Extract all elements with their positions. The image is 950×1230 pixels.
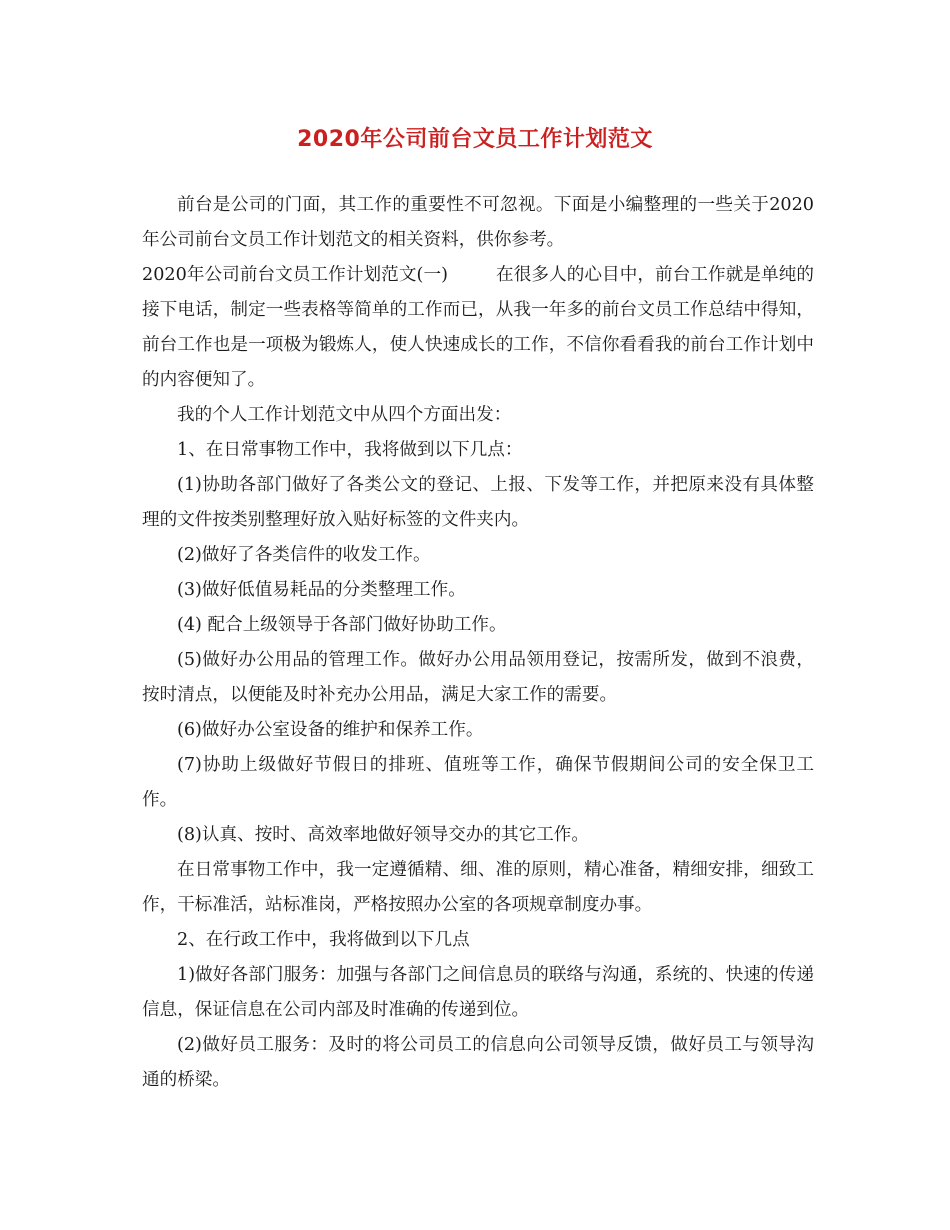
list-item-3: (3)做好低值易耗品的分类整理工作。 (177, 580, 466, 600)
intro-paragraph: 前台是公司的门面，其工作的重要性不可忽视。下面是小编整理的一些关于2020年公司前台文员工作计划范文的相关资料，供你参考。 (142, 195, 814, 250)
document-title: 2020年公司前台文员工作计划范文 (297, 127, 653, 152)
section-text: 在很多人的心目中，前台工作就是单纯的接下电话，制定一些表格等简单的工作而已，从我一年多的前台文员工作总结中得知，前台工作也是一项极为锻炼人，使人快速成长的工作，不信你看看我的前台工作计划中的内容便知了。 (142, 265, 814, 390)
list-item-4: (4) 配合上级领导于各部门做好协助工作。 (177, 615, 507, 635)
list-item-1: (1)协助各部门做好了各类公文的登记、上报、下发等工作，并把原来没有具体整理的文件按类别整理好放入贴好标签的文件夹内。 (142, 475, 814, 530)
admin-item-2: (2)做好员工服务：及时的将公司员工的信息向公司领导反馈，做好员工与领导沟通的桥梁。 (142, 1035, 814, 1090)
heading-admin-work: 2、在行政工作中，我将做到以下几点 (177, 930, 470, 950)
list-item-5: (5)做好办公用品的管理工作。做好办公用品领用登记，按需所发，做到不浪费，按时清点，以便能及时补充办公用品，满足大家工作的需要。 (142, 650, 814, 705)
admin-item-1: 1)做好各部门服务：加强与各部门之间信息员的联络与沟通，系统的、快速的传递信息，保证信息在公司内部及时准确的传递到位。 (142, 965, 814, 1020)
section-title: 2020年公司前台文员工作计划范文(一) (142, 265, 448, 285)
list-item-2: (2)做好了各类信件的收发工作。 (177, 545, 431, 565)
paragraph-aspects: 我的个人工作计划范文中从四个方面出发： (177, 405, 512, 425)
document-body (142, 188, 814, 1098)
paragraph-principles: 在日常事物工作中，我一定遵循精、细、准的原则，精心准备，精细安排，细致工作，干标准活，站标准岗，严格按照办公室的各项规章制度办事。 (142, 860, 814, 915)
section-paragraph (142, 258, 814, 398)
list-item-6: (6)做好办公室设备的维护和保养工作。 (177, 720, 484, 740)
list-item-7: (7)协助上级做好节假日的排班、值班等工作，确保节假期间公司的安全保卫工作。 (142, 755, 814, 810)
heading-daily-work: 1、在日常事物工作中，我将做到以下几点： (177, 440, 523, 460)
list-item-8: (8)认真、按时、高效率地做好领导交办的其它工作。 (177, 825, 589, 845)
